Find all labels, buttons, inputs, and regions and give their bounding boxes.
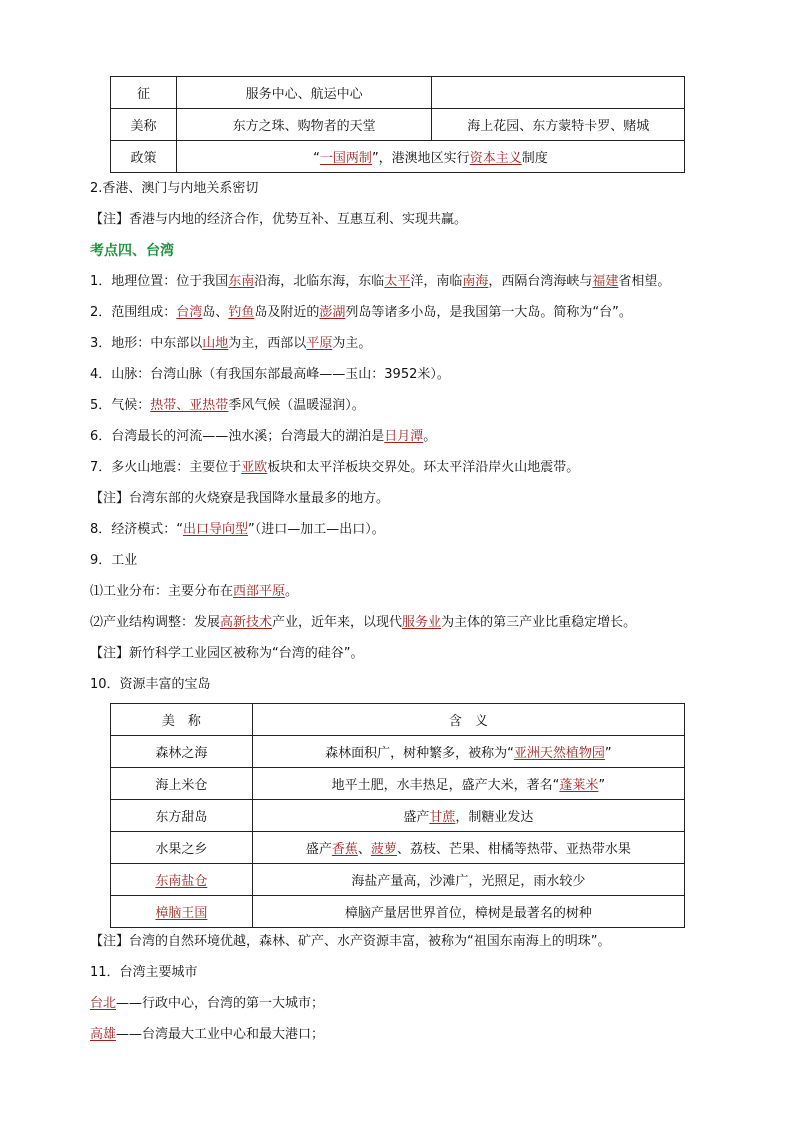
table-row [111,109,685,141]
table-header-row [111,704,685,736]
hongkong-cell: 服务中心、航运中心 [176,77,432,109]
note: 【注】香港与内地的经济合作，优势互补、互惠互利、实现共赢。 [90,212,468,227]
item-2: 2．范围组成：台湾岛、钓鱼岛及附近的澎湖列岛等诸多小岛，是我国第一大岛。简称为“台”。 [90,305,632,320]
item-9: 9．工业 [90,553,138,568]
column-header: 含 义 [252,704,684,736]
row-label: 美称 [111,109,177,141]
item-9a: ⑴工业分布：主要分布在西部平原。 [90,584,299,599]
item-1: 1．地理位置：位于我国东南沿海，北临东海，东临太平洋，南临南海，西隔台湾海峡与福建省相望。 [90,274,671,289]
city-kaohsiung: 高雄——台湾最大工业中心和最大港口； [90,1027,325,1042]
city-taipei: 台北——行政中心，台湾的第一大城市； [90,996,325,1011]
table-row: 水果之乡 盛产香蕉、菠萝、荔枝、芒果、柑橘等热带、亚热带水果 [111,832,685,864]
table-row [111,77,685,109]
table-row: 东南盐仓 海盐产量高，沙滩广，光照足，雨水较少 [111,864,685,896]
table-row: 海上米仓 地平土肥，水丰热足，盛产大米，著名“蓬莱米” [111,768,685,800]
keyword: 一国两制 [319,151,372,166]
column-header: 美 称 [111,704,253,736]
hongkong-cell: 东方之珠、购物者的天堂 [176,109,432,141]
item-4: 4．山脉：台湾山脉（有我国东部最高峰——玉山：3952米）。 [90,367,450,382]
item-8: 8．经济模式：“出口导向型”（进口—加工—出口）。 [90,522,385,537]
item-10: 10．资源丰富的宝岛 [90,677,211,692]
table-row: 森林之海 森林面积广，树种繁多，被称为“亚洲天然植物园” [111,736,685,768]
item-11: 11．台湾主要城市 [90,965,198,980]
row-label: 征 [111,77,177,109]
resources-table [110,703,685,928]
table-row: 东方甜岛 盛产甘蔗，制糖业发达 [111,800,685,832]
item-5: 5．气候：热带、亚热带季风气候（温暖湿润）。 [90,398,365,413]
item-6: 6．台湾最长的河流——浊水溪；台湾最大的湖泊是日月潭。 [90,429,437,444]
item-7: 7．多火山地震：主要位于亚欧板块和太平洋板块交界处。环太平洋沿岸火山地震带。 [90,460,580,475]
macau-cell [432,77,685,109]
note: 【注】台湾东部的火烧寮是我国降水量最多的地方。 [90,491,390,506]
section-heading: 考点四、台湾 [90,243,174,259]
macau-cell: 海上花园、东方蒙特卡罗、赌城 [432,109,685,141]
table-row [111,141,685,173]
section-2: 2.香港、澳门与内地关系密切 [90,181,259,196]
policy-cell: “一国两制”，港澳地区实行资本主义制度 [176,141,684,173]
item-3: 3．地形：中东部以山地为主，西部以平原为主。 [90,336,372,351]
row-label: 政策 [111,141,177,173]
note: 【注】新竹科学工业园区被称为“台湾的硅谷”。 [90,646,364,661]
keyword: 资本主义 [469,151,522,166]
table-row: 樟脑王国 樟脑产量居世界首位，樟树是最著名的树种 [111,896,685,928]
hk-macau-table [110,76,685,173]
item-9b: ⑵产业结构调整：发展高新技术产业，近年来，以现代服务业为主体的第三产业比重稳定增长。 [90,615,637,630]
note: 【注】台湾的自然环境优越，森林、矿产、水产资源丰富，被称为“祖国东南海上的明珠”。 [90,934,611,949]
